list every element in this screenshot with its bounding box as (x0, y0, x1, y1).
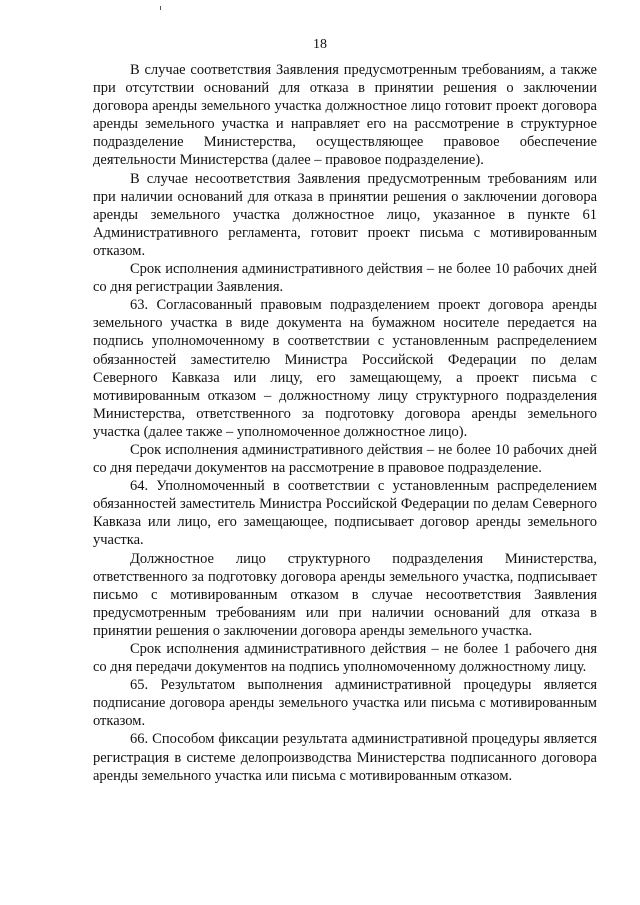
paragraph-7: Должностное лицо структурного подразделения Министерства, ответственного за подготовку договора аренды земельного участка, подписывает письмо с мотивированным отказом в случае несоответствия Заявления предусмотренным требованиям или при наличии оснований для отказа в принятии решения о заключении договора аренды земельного участка. (93, 550, 597, 639)
scan-artifact (160, 6, 161, 10)
paragraph-3: Срок исполнения административного действия – не более 10 рабочих дней со дня регистрации Заявления. (93, 261, 597, 296)
paragraph-2: В случае несоответствия Заявления предусмотренным требованиям или при наличии оснований для отказа в принятии решения о заключении договора аренды земельного участка должностное лицо, указанное в пункте 61 Административного регламента, готовит проект письма с мотивированным отказом. (93, 170, 597, 259)
paragraph-5: Срок исполнения административного действия – не более 10 рабочих дней со дня передачи документов на рассмотрение в правовое подразделение. (93, 441, 597, 477)
paragraph-9: 65. Результатом выполнения административной процедуры является подписание договора аренды земельного участка или письма с мотивированным отказом. (93, 677, 597, 730)
page-number: 18 (313, 37, 327, 52)
paragraph-1: В случае соответствия Заявления предусмотренным требованиям, а также при отсутствии оснований для отказа в принятии решения о заключении договора аренды земельного участка должностное лицо готовит проект договора аренды земельного участка и направляет его на рассмотрение в структурное подразделение Министерства, осуществляющее правовое обеспечение деятельности Министерства (далее – правовое подразделение). (93, 62, 597, 169)
paragraph-8: Срок исполнения административного действия – не более 1 рабочего дня со дня передачи документов на подпись уполномоченному должностному лицу. (93, 641, 597, 676)
paragraph-6: 64. Уполномоченный в соответствии с установленным распределением обязанностей заместитель Министра Российской Федерации по делам Северного Кавказа или лицо, его замещающее, подписывает договор аренды земельного участка. (93, 478, 597, 549)
body-text (93, 61, 597, 785)
paragraph-4: 63. Согласованный правовым подразделением проект договора аренды земельного участка в виде документа на бумажном носителе передается на подпись уполномоченному в соответствии с установленным распределением обязанностей заместителю Министра Российской Федерации по делам Северного Кавказа или лицу, его замещающему, а проект письма с мотивированным отказом – должностному лицу структурного подразделения Министерства, ответственного за подготовку договора аренды земельного участка (далее также – уполномоченное должностное лицо). (93, 297, 597, 440)
paragraph-10: 66. Способом фиксации результата административной процедуры является регистрация в системе делопроизводства Министерства подписанного договора аренды земельного участка или письма с мотивированным отказом. (93, 731, 597, 784)
